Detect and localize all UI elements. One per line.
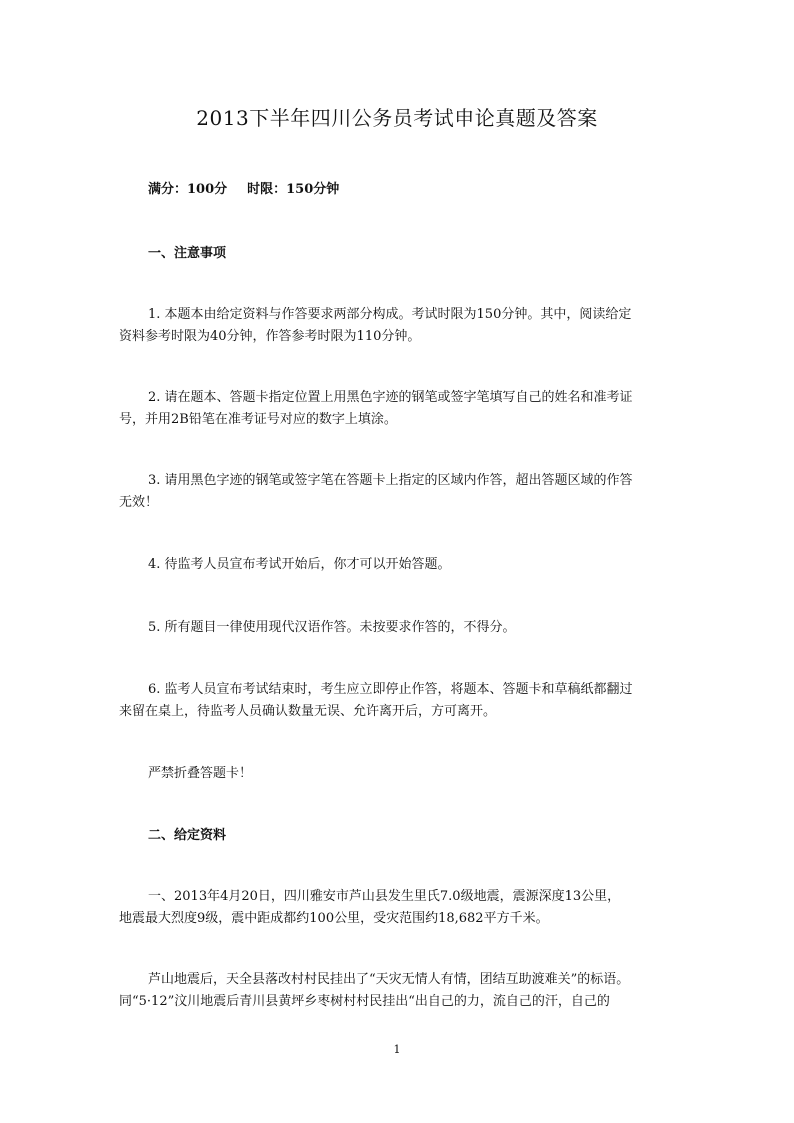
notice-line: 资料参考时限为40分钟，作答参考时限为110分钟。: [119, 329, 421, 344]
notice-line: 来留在桌上，待监考人员确认数量无误、允许离开后，方可离开。: [119, 704, 497, 719]
notice-item-3: [119, 470, 679, 514]
notice-line: 5. 所有题目一律使用现代汉语作答。未按要求作答的，不得分。: [148, 620, 516, 635]
material-line: 芦山地震后，天全县落改村村民挂出了“天灾无情人有情，团结互助渡难关”的标语。: [148, 972, 630, 987]
notice-line: 2. 请在题本、答题卡指定位置上用黑色字迹的钢笔或签字笔填写自己的姓名和准考证: [148, 390, 633, 405]
notice-item-5: [119, 617, 679, 639]
notice-line: 号，并用2B铅笔在准考证号对应的数字上填涂。: [119, 412, 397, 427]
material-line: 同“5·12”汶川地震后青川县黄坪乡枣树村村民挂出“出自己的力，流自己的汗，自己的: [119, 994, 610, 1009]
notice-line: 4. 待监考人员宣布考试开始后，你才可以开始答题。: [148, 557, 451, 572]
notice-item-1: [119, 304, 679, 348]
material-line: 一、2013年4月20日，四川雅安市芦山县发生里氏7.0级地震，震源深度13公里，: [148, 889, 621, 904]
exam-meta: [148, 180, 339, 200]
material-line: 地震最大烈度9级，震中距成都约100公里，受灾范围约18,682平方千米。: [119, 911, 549, 926]
material-paragraph-1: [119, 886, 679, 930]
notice-line: 6. 监考人员宣布考试结束时，考生应立即停止作答，将题本、答题卡和草稿纸都翻过: [148, 682, 633, 697]
material-paragraph-2: [119, 969, 679, 1013]
section-heading-notices: 一、注意事项: [148, 246, 227, 261]
notice-line: 1. 本题本由给定资料与作答要求两部分构成。考试时限为150分钟。其中，阅读给定: [148, 307, 632, 322]
notice-line: 3. 请用黑色字迹的钢笔或签字笔在答题卡上指定的区域内作答，超出答题区域的作答: [148, 473, 633, 488]
notice-line: 无效！: [119, 495, 159, 510]
warning-text: [119, 763, 679, 785]
full-score-label: 满分：100分: [148, 182, 228, 197]
page-number: 1: [393, 1043, 401, 1056]
notice-item-4: [119, 554, 679, 576]
notice-item-2: [119, 387, 679, 431]
notice-item-6: [119, 679, 679, 723]
page-title: 2013下半年四川公务员考试申论真题及答案: [196, 106, 598, 130]
warning-line: 严禁折叠答题卡！: [148, 766, 253, 781]
time-limit-label: 时限：150分钟: [247, 182, 340, 197]
section-heading-material: 二、给定资料: [148, 828, 227, 843]
